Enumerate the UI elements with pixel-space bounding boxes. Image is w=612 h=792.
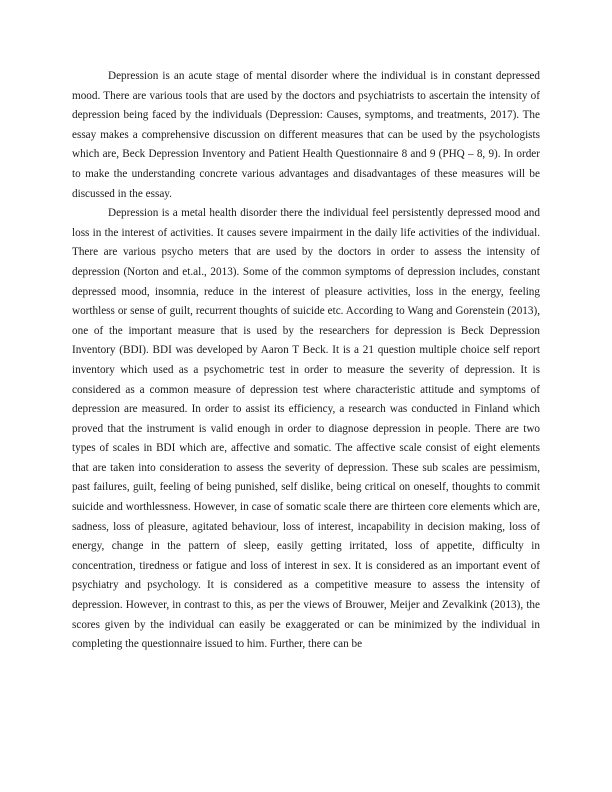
paragraph-intro: Depression is an acute stage of mental disorder where the individual is in constant depressed mood. There are various tools that are used by the doctors and psychiatrists to ascertain the intensity of depression being faced by the individuals (Depression: Causes, symptoms, and treatments, 2017). The essay makes a comprehensive discussion on different measures that can be used by the psychologists which are, Beck Depression Inventory and Patient Health Questionnaire 8 and 9 (PHQ – 8, 9). In order to make the understanding concrete various advantages and disadvantages of these measures will be discussed in the essay.	[72, 70, 540, 200]
paragraph-bdi: Depression is a metal health disorder there the individual feel persistently depressed mood and loss in the interest of activities. It causes severe impairment in the daily life activities of the individual. There are various psycho meters that are used by the doctors in order to assess the intensity of depression (Norton and et.al., 2013). Some of the common symptoms of depression includes, constant depressed mood, insomnia, reduce in the interest of pleasure activities, loss in the energy, feeling worthless or sense of guilt, recurrent thoughts of suicide etc. According to Wang and Gorenstein (2013), one of the important measure that is used by the researchers for depression is Beck Depression Inventory (BDI). BDI was developed by Aaron T Beck. It is a 21 question multiple choice self report inventory which used as a psychometric test in order to measure the severity of depression. It is considered as a common measure of depression test where characteristic attitude and symptoms of depression are measured. In order to assist its efficiency, a research was conducted in Finland which proved that the instrument is valid enough in order to diagnose depression in people. There are two types of scales in BDI which are, affective and somatic. The affective scale consist of eight elements that are taken into consideration to assess the severity of depression. These sub scales are pessimism, past failures, guilt, feeling of being punished, self dislike, being critical on oneself, thoughts to commit suicide and worthlessness. However, in case of somatic scale there are thirteen core elements which are, sadness, loss of pleasure, agitated behaviour, loss of interest, incapability in decision making, loss of energy, change in the pattern of sleep, easily getting irritated, loss of appetite, difficulty in concentration, tiredness or fatigue and loss of interest in sex. It is considered as an important event of psychiatry and psychology. It is considered as a competitive measure to assess the intensity of depression. However, in contrast to this, as per the views of Brouwer, Meijer and Zevalkink (2013), the scores given by the individual can easily be exaggerated or can be minimized by the individual in completing the questionnaire issued to him. Further, there can be	[72, 207, 540, 651]
document-body	[72, 67, 540, 655]
